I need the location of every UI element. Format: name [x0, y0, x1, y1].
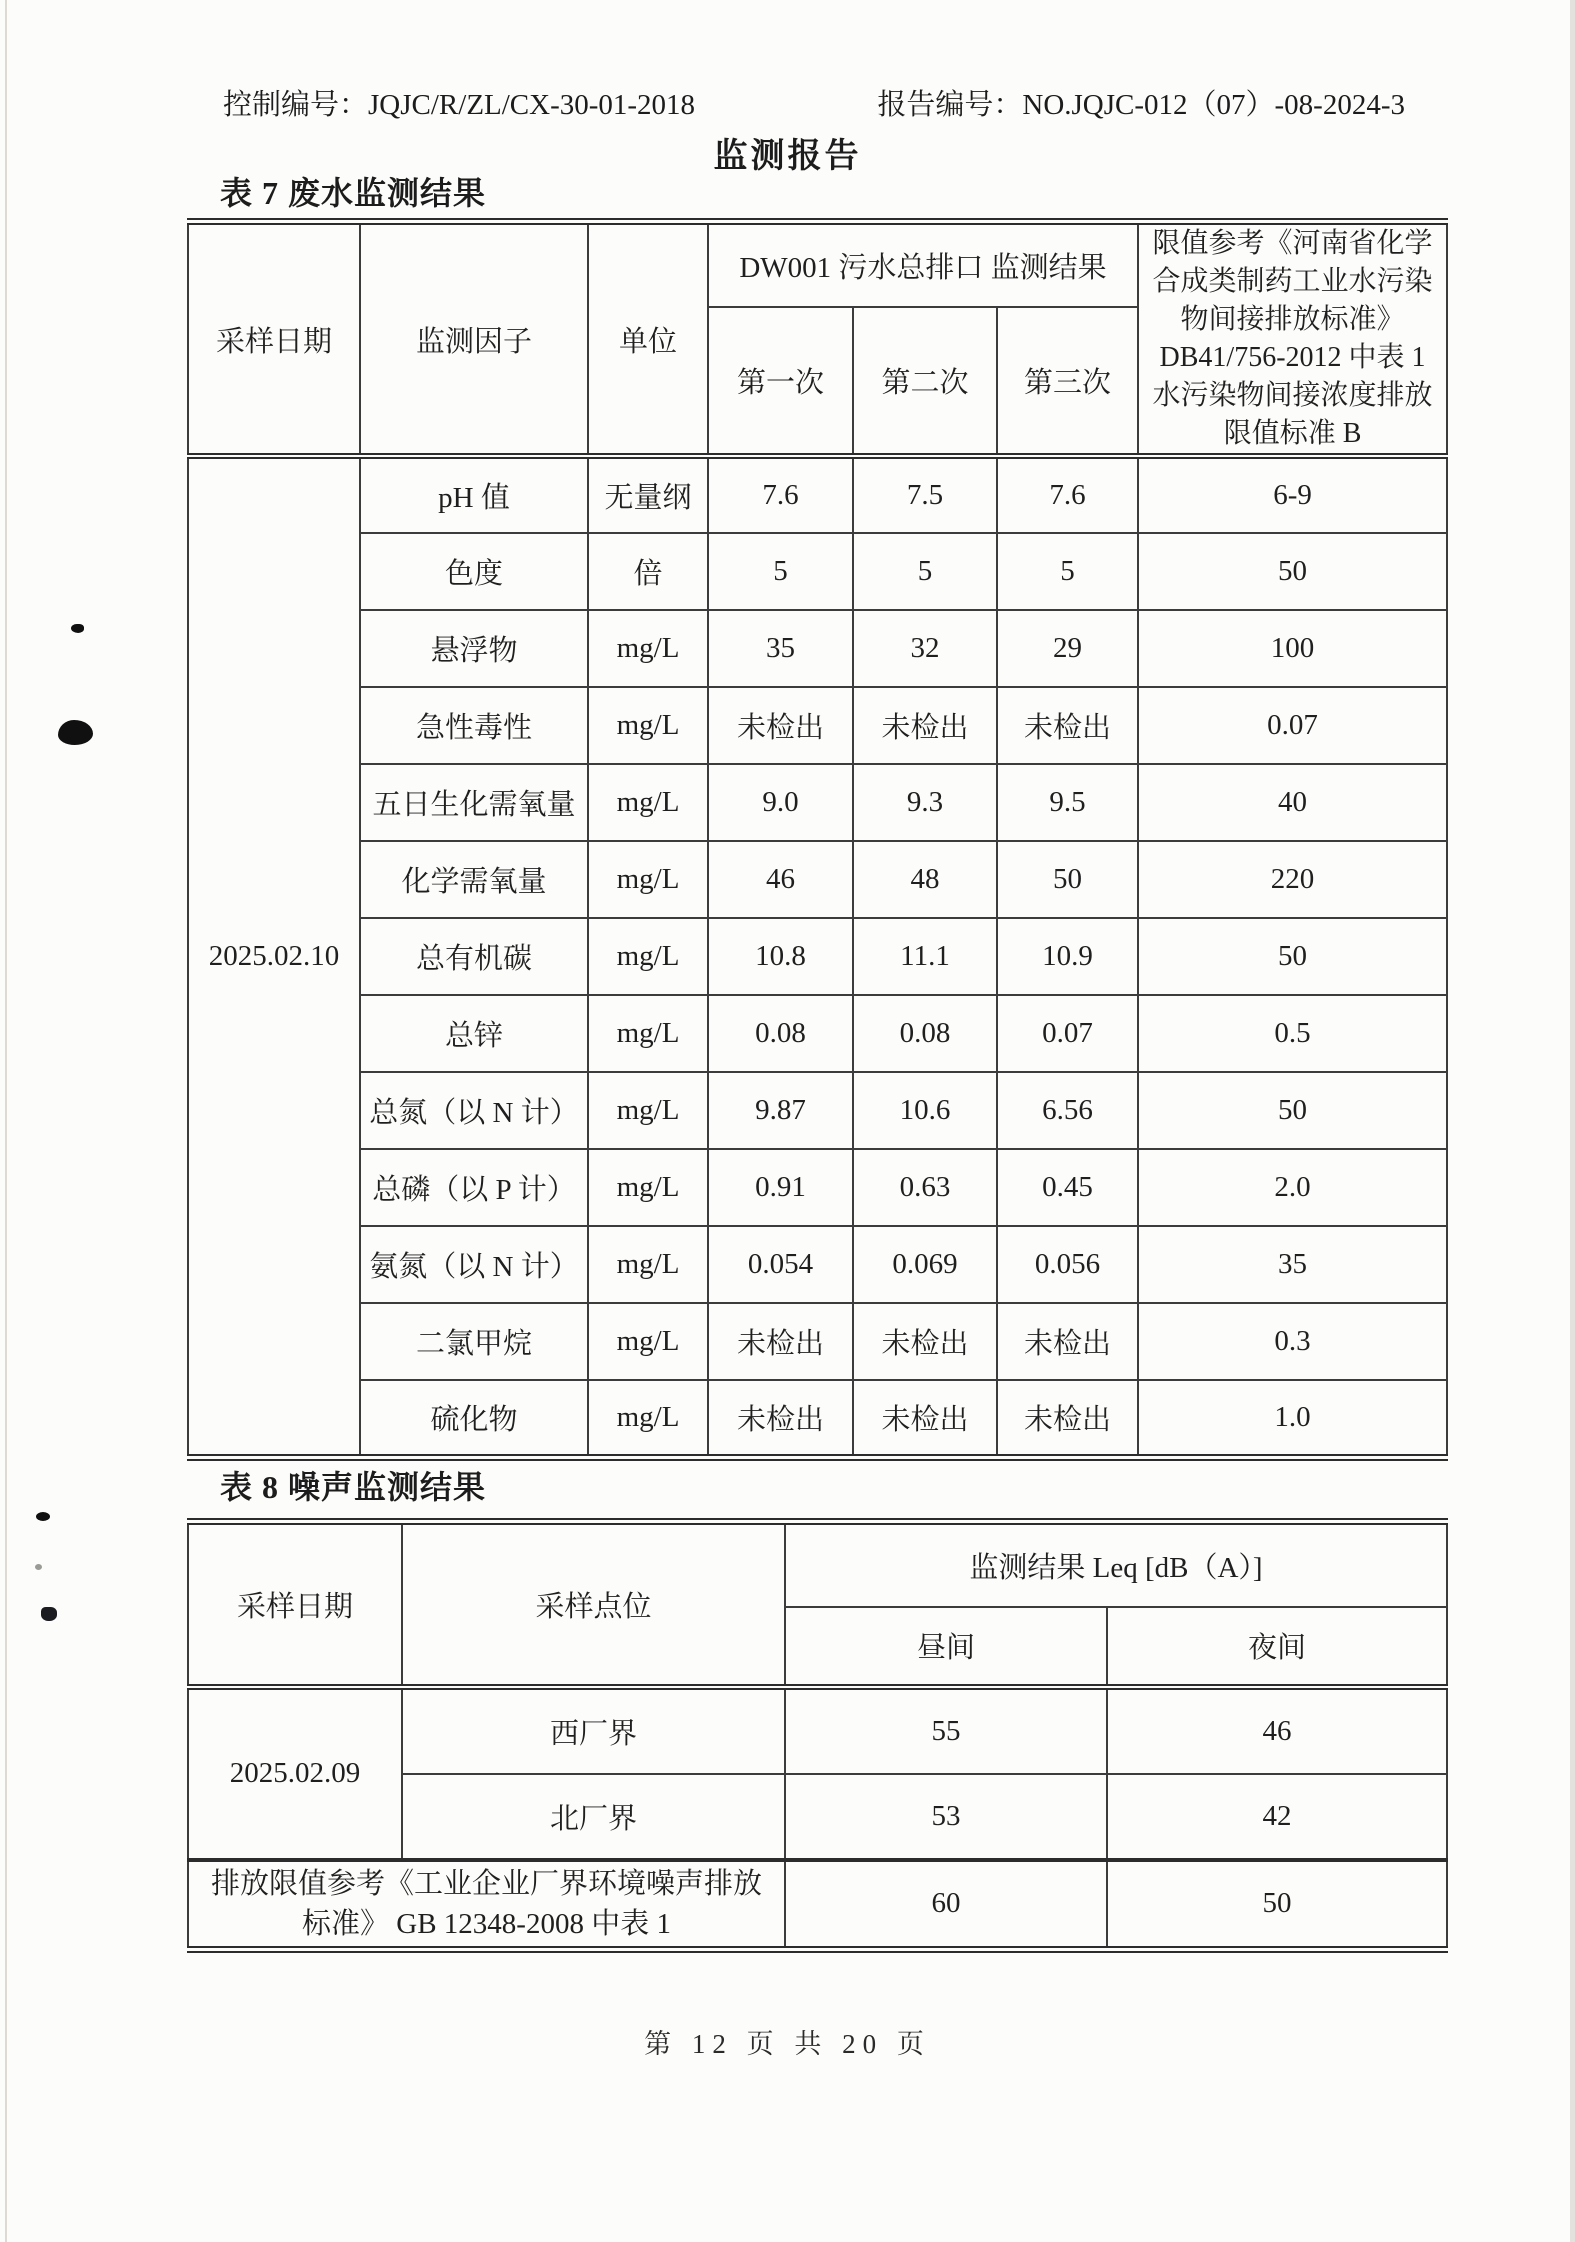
table-row: [188, 456, 1447, 533]
t8-head-day: 昼间: [785, 1607, 1107, 1687]
t8-head-sample-date: 采样日期: [188, 1522, 402, 1687]
t7-result-2: 0.08: [853, 995, 997, 1072]
t8-point: 西厂界: [402, 1687, 785, 1774]
t7-sample-date-value: 2025.02.10: [188, 456, 360, 1457]
t7-result-3: 未检出: [997, 687, 1138, 764]
t7-result-1: 0.08: [708, 995, 853, 1072]
t7-result-3: 10.9: [997, 918, 1138, 995]
t7-result-3: 5: [997, 533, 1138, 610]
t7-factor: pH 值: [360, 456, 588, 533]
table-row: [188, 533, 1447, 610]
t7-limit: 100: [1138, 610, 1447, 687]
t7-result-2: 48: [853, 841, 997, 918]
table-row: [188, 687, 1447, 764]
table-row: [188, 1149, 1447, 1226]
t7-result-2: 10.6: [853, 1072, 997, 1149]
t7-result-1: 9.0: [708, 764, 853, 841]
t7-result-2: 未检出: [853, 1380, 997, 1457]
t7-unit: mg/L: [588, 764, 708, 841]
t7-unit: 无量纲: [588, 456, 708, 533]
table-row: [188, 1226, 1447, 1303]
t7-limit: 50: [1138, 533, 1447, 610]
ink-blot: [41, 1607, 57, 1621]
t7-result-2: 9.3: [853, 764, 997, 841]
table7-caption: 表 7 废水监测结果: [220, 175, 487, 211]
t8-day-value: 55: [785, 1687, 1107, 1774]
t7-result-3: 0.07: [997, 995, 1138, 1072]
scan-edge: [1570, 0, 1575, 2242]
t7-limit: 6-9: [1138, 456, 1447, 533]
t7-result-1: 46: [708, 841, 853, 918]
t8-limit-night: 50: [1107, 1860, 1447, 1950]
t7-unit: mg/L: [588, 610, 708, 687]
table-row: [188, 1072, 1447, 1149]
control-number: 控制编号：JQJC/R/ZL/CX-30-01-2018: [223, 89, 696, 121]
t7-unit: mg/L: [588, 687, 708, 764]
table8-caption: 表 8 噪声监测结果: [220, 1469, 487, 1505]
t7-limit: 0.07: [1138, 687, 1447, 764]
t8-sample-date-value: 2025.02.09: [188, 1687, 402, 1860]
t7-result-2: 0.069: [853, 1226, 997, 1303]
t7-head-third: 第三次: [997, 307, 1138, 456]
page-number: 第 12 页 共 20 页: [644, 2029, 931, 2059]
t7-result-1: 5: [708, 533, 853, 610]
t8-point: 北厂界: [402, 1774, 785, 1860]
t7-result-3: 0.056: [997, 1226, 1138, 1303]
t7-result-3: 未检出: [997, 1380, 1138, 1457]
t7-head-sample-date: 采样日期: [188, 222, 360, 457]
t7-result-1: 35: [708, 610, 853, 687]
t7-limit: 1.0: [1138, 1380, 1447, 1457]
t7-limit: 50: [1138, 1072, 1447, 1149]
t7-unit: mg/L: [588, 841, 708, 918]
table-row: [188, 1860, 1447, 1950]
t7-head-first: 第一次: [708, 307, 853, 456]
t7-factor: 五日生化需氧量: [360, 764, 588, 841]
table-row: [188, 1380, 1447, 1457]
t7-factor: 色度: [360, 533, 588, 610]
ink-blot: [58, 720, 93, 745]
wastewater-results-table: [187, 218, 1448, 1461]
t7-unit: mg/L: [588, 918, 708, 995]
t7-result-2: 32: [853, 610, 997, 687]
table-row: [188, 841, 1447, 918]
t7-factor: 氨氮（以 N 计）: [360, 1226, 588, 1303]
t7-factor: 化学需氧量: [360, 841, 588, 918]
t7-unit: 倍: [588, 533, 708, 610]
t8-limit-label: 排放限值参考《工业企业厂界环境噪声排放标准》 GB 12348-2008 中表 1: [188, 1860, 785, 1950]
t7-result-2: 未检出: [853, 1303, 997, 1380]
t7-limit: 40: [1138, 764, 1447, 841]
report-number: 报告编号：NO.JQJC-012（07）-08-2024-3: [877, 89, 1405, 121]
ink-blot: [36, 1512, 50, 1521]
t8-head-point: 采样点位: [402, 1522, 785, 1687]
t7-result-1: 10.8: [708, 918, 853, 995]
table-row: [188, 995, 1447, 1072]
t7-result-3: 未检出: [997, 1303, 1138, 1380]
t7-result-1: 0.054: [708, 1226, 853, 1303]
t7-factor: 硫化物: [360, 1380, 588, 1457]
t7-unit: mg/L: [588, 1380, 708, 1457]
t8-limit-day: 60: [785, 1860, 1107, 1950]
t7-factor: 悬浮物: [360, 610, 588, 687]
t7-head-factor: 监测因子: [360, 222, 588, 457]
t7-head-unit: 单位: [588, 222, 708, 457]
t7-result-2: 5: [853, 533, 997, 610]
t7-limit: 220: [1138, 841, 1447, 918]
t7-factor: 总有机碳: [360, 918, 588, 995]
t7-unit: mg/L: [588, 1149, 708, 1226]
t7-factor: 总氮（以 N 计）: [360, 1072, 588, 1149]
t7-result-2: 0.63: [853, 1149, 997, 1226]
t7-result-3: 9.5: [997, 764, 1138, 841]
t7-result-1: 未检出: [708, 1303, 853, 1380]
t7-result-2: 未检出: [853, 687, 997, 764]
t7-limit: 35: [1138, 1226, 1447, 1303]
t7-limit: 2.0: [1138, 1149, 1447, 1226]
t7-result-3: 29: [997, 610, 1138, 687]
t7-unit: mg/L: [588, 1303, 708, 1380]
t8-head-night: 夜间: [1107, 1607, 1447, 1687]
ink-blot: [71, 624, 84, 633]
t7-limit: 0.3: [1138, 1303, 1447, 1380]
t7-head-result-group: DW001 污水总排口 监测结果: [708, 222, 1138, 307]
document-header: [0, 82, 1575, 122]
scan-edge: [5, 0, 7, 2242]
t8-day-value: 53: [785, 1774, 1107, 1860]
table-row: [188, 1303, 1447, 1380]
t7-result-3: 7.6: [997, 456, 1138, 533]
t7-head-second: 第二次: [853, 307, 997, 456]
t7-factor: 总磷（以 P 计）: [360, 1149, 588, 1226]
t7-result-3: 50: [997, 841, 1138, 918]
t7-result-1: 未检出: [708, 687, 853, 764]
t7-result-3: 6.56: [997, 1072, 1138, 1149]
t8-head-result-group: 监测结果 Leq [dB（A）]: [785, 1522, 1447, 1607]
t7-unit: mg/L: [588, 995, 708, 1072]
table-row: [188, 610, 1447, 687]
t7-result-1: 未检出: [708, 1380, 853, 1457]
t7-factor: 急性毒性: [360, 687, 588, 764]
noise-results-table: [187, 1518, 1448, 1953]
t7-result-2: 11.1: [853, 918, 997, 995]
t7-unit: mg/L: [588, 1226, 708, 1303]
t7-factor: 二氯甲烷: [360, 1303, 588, 1380]
t7-result-1: 0.91: [708, 1149, 853, 1226]
t7-result-3: 0.45: [997, 1149, 1138, 1226]
table-row: [188, 918, 1447, 995]
ink-blot: [35, 1564, 42, 1570]
table-row: [188, 1687, 1447, 1774]
t7-result-1: 7.6: [708, 456, 853, 533]
page-title: 监测报告: [713, 138, 862, 175]
t8-night-value: 46: [1107, 1687, 1447, 1774]
t7-unit: mg/L: [588, 1072, 708, 1149]
t8-night-value: 42: [1107, 1774, 1447, 1860]
t7-limit: 0.5: [1138, 995, 1447, 1072]
t7-limit: 50: [1138, 918, 1447, 995]
t7-result-1: 9.87: [708, 1072, 853, 1149]
t7-factor: 总锌: [360, 995, 588, 1072]
table-row: [188, 764, 1447, 841]
t7-head-limit-ref: 限值参考《河南省化学合成类制药工业水污染物间接排放标准》DB41/756-2012 中表 1 水污染物间接浓度排放限值标准 B: [1138, 222, 1447, 457]
t7-result-2: 7.5: [853, 456, 997, 533]
